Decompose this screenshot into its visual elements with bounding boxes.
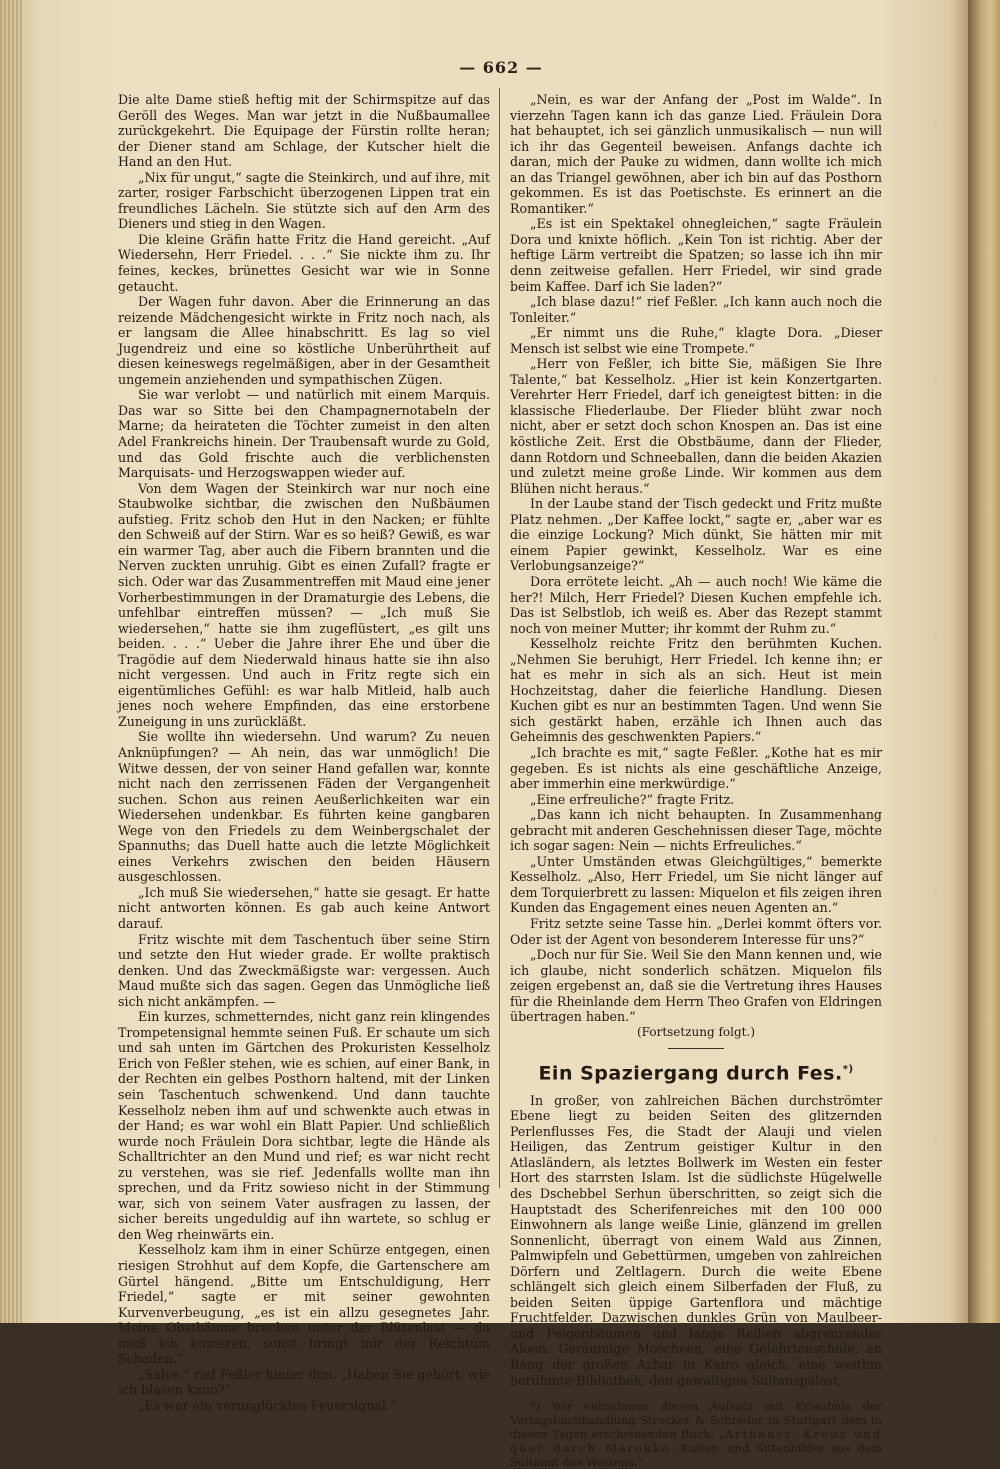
footnote-rule	[510, 1392, 882, 1393]
paragraph: „Unter Umständen etwas Gleichgültiges,“ bemerkte Kesselholz. „Also, Herr Friedel, um Sie nicht länger auf dem Torquierbrett zu lassen: Miquelon et fils zeigen ihren Kunden das Engagement eines neuen Agenten an.“	[510, 853, 882, 916]
paragraph: Sie war verlobt — und natürlich mit einem Marquis. Das war so Sitte bei den Champagnernotabeln der Marne; da heirateten die Töchter zumeist in den alten Adel Frankreichs hinein. Der Traubensaft wurde zu Gold, und das Gold frischte auch die verblichensten Marquisats- und Herzogswappen wieder auf.	[118, 387, 490, 481]
right-column	[510, 92, 882, 1469]
article-title	[510, 1057, 882, 1086]
paragraph: „Ich brachte es mit,“ sagte Feßler. „Kothe hat es mir gegeben. Es ist nichts als eine geschäftliche Anzeige, aber immerhin eine merkwürdige.“	[510, 744, 882, 792]
paragraph: „Ich blase dazu!“ rief Feßler. „Ich kann auch noch die Tonleiter.“	[510, 294, 882, 325]
footnote-marker: *)	[842, 1064, 854, 1076]
paragraph: „Nein, es war der Anfang der „Post im Walde“. In vierzehn Tagen kann ich das ganze Lied. Fräulein Dora hat behauptet, ich sei gänzlich unmusikalisch — nun will ich ihr das Gegenteil beweisen. Anfangs dachte ich daran, mich der Pauke zu widmen, dann wollte ich mich an das Triangel gewöhnen, aber ich bin auf das Posthorn gekommen. Es ist das Poetischste. Es erinnert an die Romantiker.“	[510, 92, 882, 216]
paragraph: „Doch nur für Sie. Weil Sie den Mann kennen und, wie ich glaube, nicht sonderlich schätzen. Miquelon fils zeigen ergebenst an, daß sie die Vertretung ihres Hauses für die Rheinlande dem Herrn Theo Grafen von Eldringen übertragen haben.“	[510, 947, 882, 1025]
paragraph: „Das kann ich nicht behaupten. In Zusammenhang gebracht mit anderen Geschehnissen dieser Tage, möchte ich sogar sagen: Nein — nichts Erfreuliches.“	[510, 807, 882, 854]
paragraph: „Salve,“ rief Feßler hinter ihm. „Haben Sie gehört, wie ich blasen kann?“	[118, 1366, 490, 1398]
paragraph: „Es war ein verunglücktes Feuersignal.“	[138, 1397, 397, 1413]
paragraph: Fritz wischte mit dem Taschentuch über seine Stirn und setzte den Hut wieder grade. Er wollte praktisch denken. Und das Zweckmäßigste war: vergessen. Auch Maud mußte sich das sagen. Gegen das Unmögliche ließ sich nicht ankämpfen. —	[118, 931, 490, 1009]
page-number: — 662 —	[459, 58, 543, 77]
paragraph: „Ich muß Sie wiedersehen,“ hatte sie gesagt. Er hatte nicht antworten können. Es gab auch keine Antwort darauf.	[118, 884, 490, 931]
paragraph: In der Laube stand der Tisch gedeckt und Fritz mußte Platz nehmen. „Der Kaffee lockt,“ sagte er, „aber war es die einzige Lockung? Mich dünkt, Sie hätten mir mit einem Papier gewinkt, Kesselholz. War es eine Verlobungsanzeige?“	[510, 496, 882, 574]
paragraph: „Er nimmt uns die Ruhe,“ klagte Dora. „Dieser Mensch ist selbst wie eine Trompete.“	[510, 325, 882, 356]
paragraph: Kesselholz kam ihm in einer Schürze entgegen, einen riesigen Strohhut auf dem Kopfe, die Gartenschere am Gürtel hängend. „Bitte um Entschuldigung, Herr Friedel,“ sagte er mit seiner gewohnten Kurvenverbeugung, „es ist ein allzu gesegnetes Jahr. Meine Obstbäume brechen unter der Blütenlast — da muß ich kupieren, sonst bringt mir der Reichtum Schaden.“	[118, 1242, 490, 1367]
paragraph: Ein kurzes, schmetterndes, nicht ganz rein klingendes Trompetensignal hemmte seinen Fuß. Er schaute um sich und sah unten im Gärtchen des Prokuristen Kesselholz Erich von Feßler stehen, wie es schien, auf einer Bank, in der Rechten ein gelbes Posthorn haltend, mit der Linken sein Taschentuch schwenkend. Und dann tauchte Kesselholz neben ihm auf und schwenkte auch etwas in der Hand; es war wohl ein Blatt Papier. Und schließlich wurde noch Fräulein Dora sichtbar, legte die Hände als Schalltrichter an den Mund und rief; es war nicht recht zu verstehen, was sie rief. Jedenfalls wollte man ihn sprechen, und da Fritz sowieso nicht in der Stimmung war, sich von seinem Vater ausfragen zu lassen, der sicher bereits ungeduldig auf ihn wartete, so schlug er den Weg rheinwärts ein.	[118, 1009, 490, 1242]
paragraph: „Herr von Feßler, ich bitte Sie, mäßigen Sie Ihre Talente,“ bat Kesselholz. „Hier ist kein Konzertgarten. Verehrter Herr Friedel, darf ich geneigtest bitten: in die klassische Fliederlaube. Der Flieder blüht zwar noch nicht, aber er setzt doch schon Knospen an. Das ist eine köstliche Zeit. Erst die Obstbäume, dann der Flieder, dann Rotdorn und Schneeballen, dann die beiden Akazien und zuletzt meine große Linde. Wir kommen aus dem Blühen nicht heraus.“	[510, 356, 882, 496]
paragraph: Von dem Wagen der Steinkirch war nur noch eine Staubwolke sichtbar, die zwischen den Nußbäumen aufstieg. Fritz schob den Hut in den Nacken; er fühlte den Schweiß auf der Stirn. War es so heiß? Gewiß, es war ein warmer Tag, aber auch die Fibern brannten und die Nerven zuckten unruhig. Gibt es einen Zufall? fragte er sich. Oder war das Zusammentreffen mit Maud eine jener Vorherbestimmungen in der Dramaturgie des Lebens, die unfehlbar eintreffen müssen? — „Ich muß Sie wiedersehen,“ hatte sie ihm zugeflüstert, „es gilt uns beiden. . . .“ Ueber die Jahre ihrer Ehe und über die Tragödie auf dem Niederwald hinaus hatte sie ihn also nicht vergessen. Und auch in Fritz regte sich ein eigentümliches Gefühl: es war halb Mitleid, halb auch jenes noch wehere Empfinden, das eine erstorbene Zuneigung in uns zurückläßt.	[118, 480, 490, 729]
paragraph: Kesselholz reichte Fritz den berühmten Kuchen. „Nehmen Sie beruhigt, Herr Friedel. Ich kenne ihn; er hat es mehr in sich als an sich. Heut ist mein Hochzeitstag, daher die feierliche Handlung. Diesen Kuchen gibt es nur an bestimmten Tagen. Und wenn Sie sich gestärkt haben, erzähle ich Ihnen auch das Geheimnis des geschwenkten Papiers.“	[510, 636, 882, 745]
footnote-end: . Kultur- und Sittenbilder aus dem Sultanat des Westens.“	[510, 1441, 882, 1469]
continuation-note: (Fortsetzung folgt.)	[637, 1024, 755, 1039]
paragraph: Der Wagen fuhr davon. Aber die Erinnerung an das reizende Mädchengesicht wirkte in Fritz noch nach, als er langsam die Allee hinabschritt. Es lag so viel Jugendreiz und eine so köstliche Unberührtheit auf diesen keineswegs regelmäßigen, aber in der Gesamtheit ungemein anziehenden und sympathischen Zügen.	[118, 294, 490, 387]
next-page-edge	[968, 0, 1000, 1323]
paragraph: „Eine erfreuliche?“ fragte Fritz.	[530, 791, 735, 807]
paragraph: Die alte Dame stieß heftig mit der Schirmspitze auf das Geröll des Weges. Man war jetzt in die Nußbaumallee zurückgekehrt. Die Equipage der Fürstin rollte heran; der Diener stand am Schlage, der Kutscher hielt die Hand an den Hut.	[118, 92, 490, 170]
paragraph: Fritz setzte seine Tasse hin. „Derlei kommt öfters vor. Oder ist der Agent von besonderem Interesse für uns?“	[510, 915, 882, 947]
paragraph: Sie wollte ihn wiedersehn. Und warum? Zu neuen Anknüpfungen? — Ah nein, das war unmöglich! Die Witwe dessen, der von seiner Hand gefallen war, konnte nicht nach den zerrissenen Fäden der Vergangenheit suchen. Schon aus reinen Aeußerlichkeiten war ein Wiedersehen undenkbar. Es führten keine gangbaren Wege von den Friedels zu dem Weinbergschalet der Spannuths; das Duell hatte auch die letzte Möglichkeit eines Verkehrs zwischen den beiden Häusern ausgeschlossen.	[118, 729, 490, 885]
article-title-text: Ein Spaziergang durch Fes.	[538, 1062, 843, 1085]
footnote-intro: *) Wir entnehmen diesen Aufsatz mit Erlaubnis der Verlagsbuchhandlung Strecker & Schröder in Stuttgart dem in diesen Tagen erscheinenden Buch: „	[510, 1399, 882, 1442]
paragraph: Die kleine Gräfin hatte Fritz die Hand gereicht. „Auf Wiedersehn, Herr Friedel. . . .“ Sie nickte ihm zu. Ihr feines, keckes, brünettes Gesicht war wie in Sonne getaucht.	[118, 231, 490, 294]
footnote	[510, 1399, 882, 1469]
section-rule	[668, 1048, 724, 1049]
paragraph: „Es ist ein Spektakel ohnegleichen,“ sagte Fräulein Dora und knixte höflich. „Kein Ton ist richtig. Aber der heftige Lärm vertreibt die Spatzen; so lasse ich ihn mir denn zeitweise gefallen. Herr Friedel, wir sind grade beim Kaffee. Darf ich Sie laden?“	[510, 216, 882, 294]
article-body: In großer, von zahlreichen Bächen durchströmter Ebene liegt zu beiden Seiten des glitzernden Perlenflusses Fes, die Stadt der Alauji und vielen Heiligen, das Zentrum geistiger Kultur in den Atlasländern, als letztes Bollwerk im Westen ein fester Hort des starrsten Islam. Ist die südlichste Hügelwelle des Dschebbel Serhun überschritten, so zeigt sich die Hauptstadt des Scherifenreiches mit den 100 000 Einwohnern als lange weiße Linie, glänzend im grellen Sonnenlicht, überragt von einem Wald aus Zinnen, Palmwipfeln und Gebettürmen, umgeben von zahlreichen Dörfern und Zeltlagern. Durch die weite Ebene schlängelt sich gleich einem Silberfaden der Fluß, zu beiden Seiten üppige Gartenflora und mächtige Fruchtfelder. Dazwischen dunkles Grün von Maulbeer- und Feigenbäumen und lange Reihen abgrenzender Aloen. Geräumige Moscheen, eine Gelehrtenschule, an Rang der großen Azhar in Kairo gleich, eine weithin berühmte Bibliothek, den gewaltigen Sultanspalast,	[510, 1092, 882, 1388]
book-spine	[0, 0, 22, 1323]
paragraph: „Nix für ungut,“ sagte die Steinkirch, und auf ihre, mit zarter, rosiger Farbschicht überzogenen Lippen trat ein freundliches Lächeln. Sie stützte sich auf den Arm des Dieners und stieg in den Wagen.	[118, 169, 490, 232]
paragraph: Dora errötete leicht. „Ah — auch noch! Wie käme die her?! Milch, Herr Friedel? Diesen Kuchen empfehle ich. Das ist Selbstlob, ich weiß es. Aber das Rezept stammt noch von meiner Mutter; ihr kommt der Ruhm zu.“	[510, 573, 882, 636]
column-divider	[499, 88, 500, 1188]
left-column	[118, 92, 490, 1413]
footnote-book-title: Artbauer. Kreuz und quer durch Marokko	[510, 1427, 882, 1456]
